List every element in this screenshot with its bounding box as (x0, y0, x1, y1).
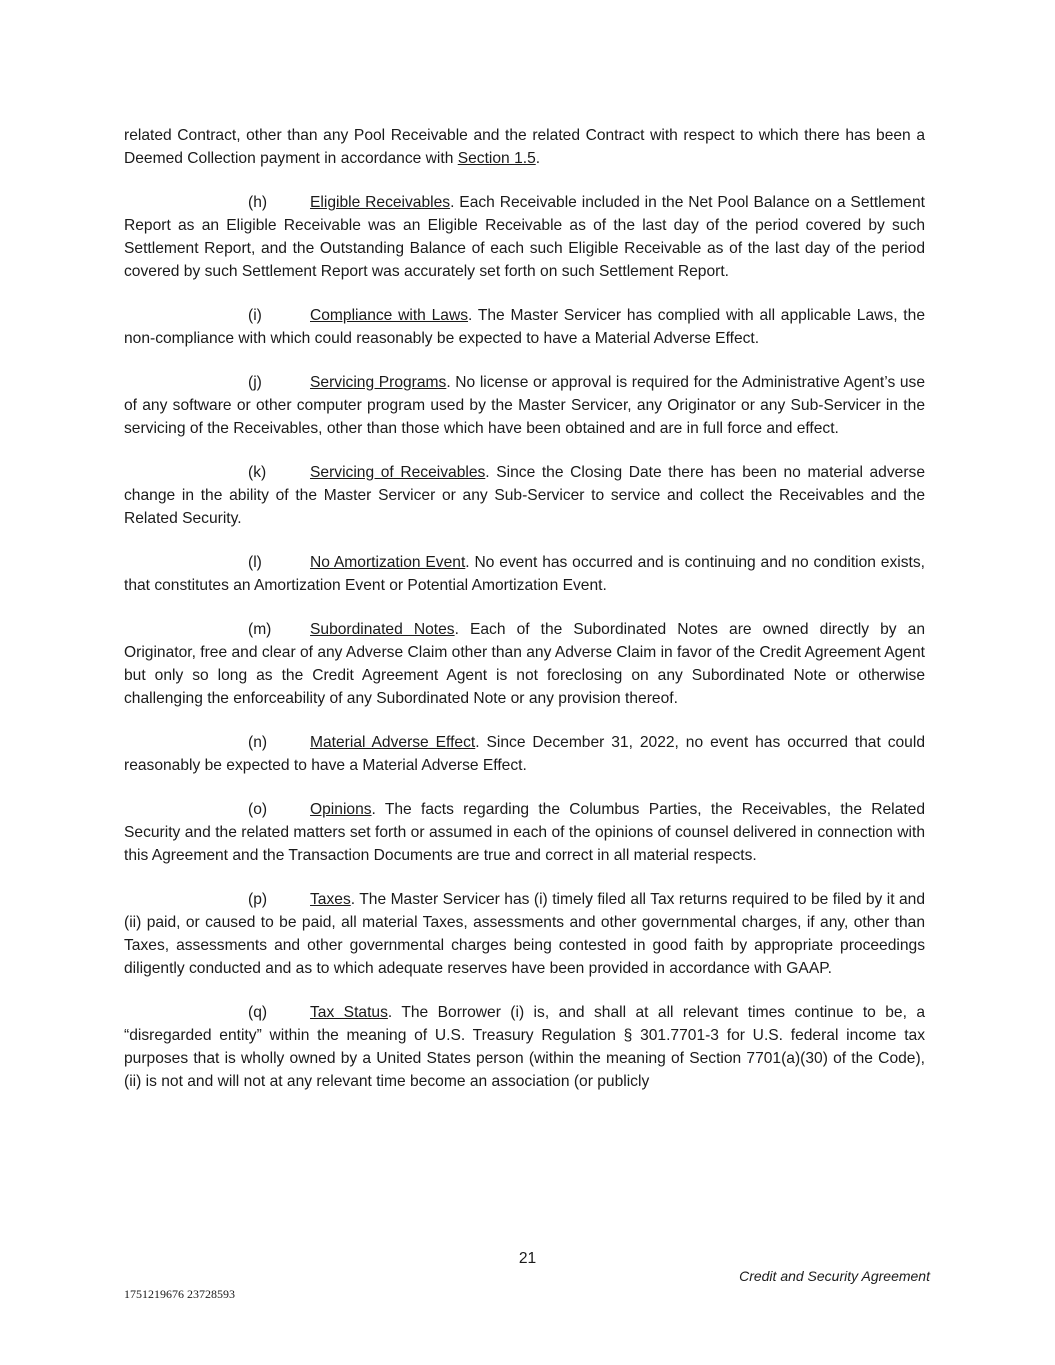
section-paragraph-n (124, 731, 925, 777)
section-mark: (l) (248, 554, 262, 571)
section-text: . Each of the Subordinated Notes are owned directly by an Originator, free and clear of any Adverse Claim other than any Adverse Claim in favor of the Credit Agreement Agent but only so long as the Credit Agreement Agent is not foreclosing on any Subordinated Note or otherwise challenging the enforceability of any Subordinated Note or any provision thereof. (124, 621, 925, 707)
page-number: 21 (518, 1250, 537, 1267)
section-mark: (m) (248, 621, 272, 638)
section-title: Servicing Programs (310, 374, 447, 391)
section-title: No Amortization Event (310, 554, 466, 571)
section-title: Subordinated Notes (310, 621, 455, 638)
section-paragraph-q (124, 1001, 925, 1093)
section-paragraph-h (124, 191, 925, 283)
section-mark: (k) (248, 464, 267, 481)
footer-document-id: 1751219676 23728593 (124, 1287, 235, 1301)
intro-text: related Contract, other than any Pool Receivable and the related Contract with respect to which there has been a Deemed Collection payment in accordance with (124, 127, 925, 167)
section-title: Servicing of Receivables (310, 464, 486, 481)
section-text: . The Master Servicer has (i) timely filed all Tax returns required to be filed by it and (ii) paid, or caused to be paid, all material Taxes, assessments and other governmental charges, if any, other than Taxes, assessments and other governmental charges being contested in good faith by appropriate proceedings diligently conducted and as to which adequate reserves have been provided in accordance with GAAP. (124, 891, 925, 977)
section-text: . The Master Servicer has complied with all applicable Laws, the non-compliance with which could reasonably be expected to have a Material Adverse Effect. (124, 307, 925, 347)
footer-document-title: Credit and Security Agreement (739, 1268, 930, 1284)
section-mark: (i) (248, 307, 262, 324)
section-mark: (o) (248, 801, 268, 818)
section-paragraph-o (124, 798, 925, 867)
section-mark: (j) (248, 374, 262, 391)
section-text: . The Borrower (i) is, and shall at all relevant times continue to be, a “disregarded entity” within the meaning of U.S. Treasury Regulation § 301.7701-3 for U.S. federal income tax purposes that is wholly owned by a United States person (within the meaning of Section 7701(a)(30) of the Code), (ii) is not and will not at any relevant time become an association (or publicly (124, 1004, 925, 1090)
section-title: Material Adverse Effect (310, 734, 476, 751)
section-paragraph-k (124, 461, 925, 530)
section-title: Opinions (310, 801, 372, 818)
intro-paragraph (124, 124, 925, 170)
section-mark: (h) (248, 194, 268, 211)
section-mark: (p) (248, 891, 268, 908)
section-title: Eligible Receivables (310, 194, 451, 211)
section-mark: (n) (248, 734, 268, 751)
section-reference-link[interactable]: Section 1.5 (457, 150, 536, 167)
section-title: Tax Status (310, 1004, 388, 1021)
section-text: . The facts regarding the Columbus Parties, the Receivables, the Related Security and the related matters set forth or assumed in each of the opinions of counsel delivered in connection with this Agreement and the Transaction Documents are true and correct in all material respects. (124, 801, 925, 864)
section-paragraph-j (124, 371, 925, 440)
section-text: . Each Receivable included in the Net Pool Balance on a Settlement Report as an Eligible Receivable was an Eligible Receivable as of the last day of the period covered by such Settlement Report, and the Outstanding Balance of each such Eligible Receivable as of the last day of the period covered by such Settlement Report was accurately set forth on such Settlement Report. (124, 194, 925, 280)
section-text: . No license or approval is required for the Administrative Agent’s use of any software or other computer program used by the Master Servicer, any Originator or any Sub-Servicer in the servicing of the Receivables, other than those which have been obtained and are in full force and effect. (124, 374, 925, 437)
section-title: Taxes (310, 891, 351, 908)
section-paragraph-l (124, 551, 925, 597)
document-body (124, 124, 925, 1114)
section-paragraph-p (124, 888, 925, 980)
section-mark: (q) (248, 1004, 268, 1021)
section-paragraph-m (124, 618, 925, 710)
section-text: . Since the Closing Date there has been no material adverse change in the ability of the Master Servicer or any Sub-Servicer to service and collect the Receivables and the Related Security. (124, 464, 925, 527)
intro-text-end: . (535, 150, 541, 167)
section-text: . Since December 31, 2022, no event has occurred that could reasonably be expected to have a Material Adverse Effect. (124, 734, 925, 774)
section-title: Compliance with Laws (310, 307, 469, 324)
section-text: . No event has occurred and is continuing and no condition exists, that constitutes an Amortization Event or Potential Amortization Event. (124, 554, 925, 594)
section-paragraph-i (124, 304, 925, 350)
